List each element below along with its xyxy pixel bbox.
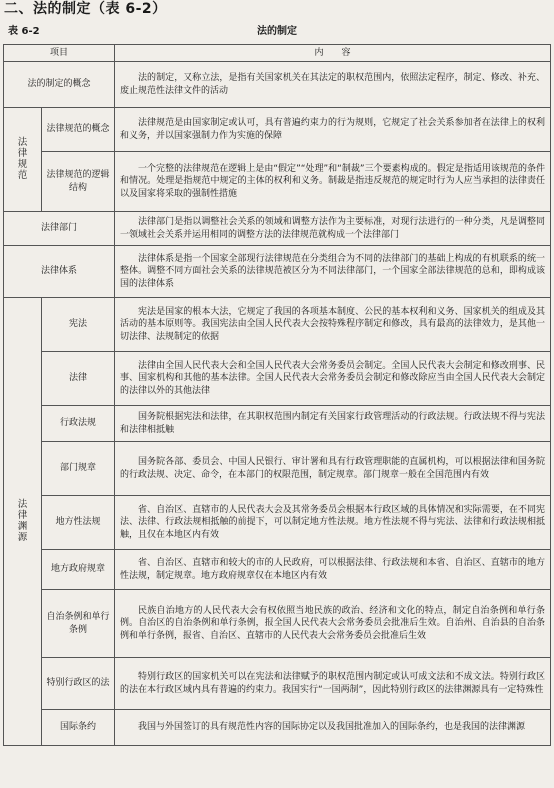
row-content-autonomy-regulations: 民族自治地方的人民代表大会有权依照当地民族的政治、经济和文化的特点，制定自治条例和单行条例。自治区的自治条例和单行条例，报全国人民代表大会常务委员会批准后生效。自治州、自治县的自治条例和单行条例，报省、自治区、直辖市的人民代表大会常务委员会批准后生效: [115, 590, 551, 658]
row-label-law: 法律: [42, 352, 115, 406]
row-label-local-regulations: 地方性法规: [42, 496, 115, 550]
table-number: 表 6-2: [8, 26, 40, 37]
row-content-norm-concept: 法律规范是由国家制定或认可，具有普遍约束力的行为规则，它规定了社会关系参加者在法律上的权利和义务，并以国家强制力作为实施的保障: [115, 108, 551, 152]
row-content-law: 法律由全国人民代表大会和全国人民代表大会常务委员会制定。全国人民代表大会制定和修改刑事、民事、国家机构和其他的基本法律。全国人民代表大会常务委员会制定和修改除应当由全国人民代表大会制定的法律以外的其他法律: [115, 352, 551, 406]
row-label-system: 法律体系: [4, 246, 115, 298]
row-label-admin-regulations: 行政法规: [42, 406, 115, 442]
row-content-constitution: 宪法是国家的根本大法，它规定了我国的各项基本制度、公民的基本权利和义务、国家机关的组成及其活动的基本原则等。我国宪法由全国人民代表大会按特殊程序制定和修改，具有最高的法律效力，是其他一切法律、法规制定的依据: [115, 298, 551, 352]
header-content: 内 容: [115, 45, 551, 62]
row-label-treaties: 国际条约: [42, 710, 115, 746]
row-content-local-gov-rules: 省、自治区、直辖市和较大的市的人民政府，可以根据法律、行政法规和本省、自治区、直辖市的地方性法规，制定规章。地方政府规章仅在本地区内有效: [115, 550, 551, 590]
table-row: [4, 352, 551, 406]
table-row: [4, 406, 551, 442]
group-label-sources-text: 法律渊源: [17, 498, 28, 543]
row-label-norm-structure: 法律规范的逻辑结构: [42, 152, 115, 212]
table-row: [4, 710, 551, 746]
row-label-local-gov-rules: 地方政府规章: [42, 550, 115, 590]
group-label-norm: [4, 108, 42, 212]
table-row: [4, 152, 551, 212]
row-label-departments: 法律部门: [4, 212, 115, 246]
group-label-sources: [4, 298, 42, 746]
table-row: [4, 550, 551, 590]
row-content-system: 法律体系是指一个国家全部现行法律规范在分类组合为不同的法律部门的基础上构成的有机联系的统一整体。调整不同方面社会关系的法律规范被区分为不同法律部门，一个国家全部法律规范的总和，即构成该国的法律体系: [115, 246, 551, 298]
row-label-sar-law: 特别行政区的法: [42, 658, 115, 710]
row-content-dept-rules: 国务院各部、委员会、中国人民银行、审计署和具有行政管理职能的直属机构，可以根据法律和国务院的行政法规、决定、命令，在本部门的权限范围，制定规章。部门规章一般在全国范围内有效: [115, 442, 551, 496]
row-content-departments: 法律部门是指以调整社会关系的领域和调整方法作为主要标准，对现行法进行的一种分类，凡是调整同一领域社会关系并运用相同的调整方法的法律规范就构成一个法律部门: [115, 212, 551, 246]
row-content-local-regulations: 省、自治区、直辖市的人民代表大会及其常务委员会根据本行政区域的具体情况和实际需要，在不同宪法、法律、行政法规相抵触的前提下，可以制定地方性法规。地方性法规不得与宪法、法律和行政法规相抵触，且仅在本地区内有效: [115, 496, 551, 550]
table-row: [4, 62, 551, 108]
row-content-admin-regulations: 国务院根据宪法和法律，在其职权范围内制定有关国家行政管理活动的行政法规。行政法规不得与宪法和法律相抵触: [115, 406, 551, 442]
row-label-norm-concept: 法律规范的概念: [42, 108, 115, 152]
group-label-norm-text: 法律规范: [17, 136, 28, 181]
row-content-treaties: 我国与外国签订的具有规范性内容的国际协定以及我国批准加入的国际条约，也是我国的法律渊源: [115, 710, 551, 746]
row-content-norm-structure: 一个完整的法律规范在逻辑上是由“假定”“处理”和“制裁”三个要素构成的。假定是指适用该规范的条件和情况。处理是指规范中规定的主体的权利和义务。制裁是指违反规范的规定时行为人应当承担的法律责任以及国家将采取的强制性措施: [115, 152, 551, 212]
row-label-constitution: 宪法: [42, 298, 115, 352]
row-label-dept-rules: 部门规章: [42, 442, 115, 496]
table-row: [4, 298, 551, 352]
row-content-sar-law: 特别行政区的国家机关可以在宪法和法律赋予的职权范围内制定或认可成文法和不成文法。特别行政区的法在本行政区域内具有普遍的约束力。我国实行“一国两制”，因此特别行政区的法律渊源具有一定特殊性: [115, 658, 551, 710]
table-row: [4, 590, 551, 658]
table-row: [4, 442, 551, 496]
table-header-row: [4, 45, 551, 62]
table-row: [4, 658, 551, 710]
row-label-concept: 法的制定的概念: [4, 62, 115, 108]
row-label-autonomy-regulations: 自治条例和单行条例: [42, 590, 115, 658]
row-content-concept: 法的制定，又称立法，是指有关国家机关在其法定的职权范围内，依照法定程序，制定、修改、补充、废止规范性法律文件的活动: [115, 62, 551, 108]
table-row: [4, 108, 551, 152]
section-heading: 二、法的制定（表 6-2）: [4, 1, 167, 17]
table-title: 法的制定: [257, 26, 297, 37]
table-row: [4, 246, 551, 298]
header-item: 项目: [4, 45, 115, 62]
table-row: [4, 496, 551, 550]
table-row: [4, 212, 551, 246]
law-making-table: [3, 44, 551, 746]
